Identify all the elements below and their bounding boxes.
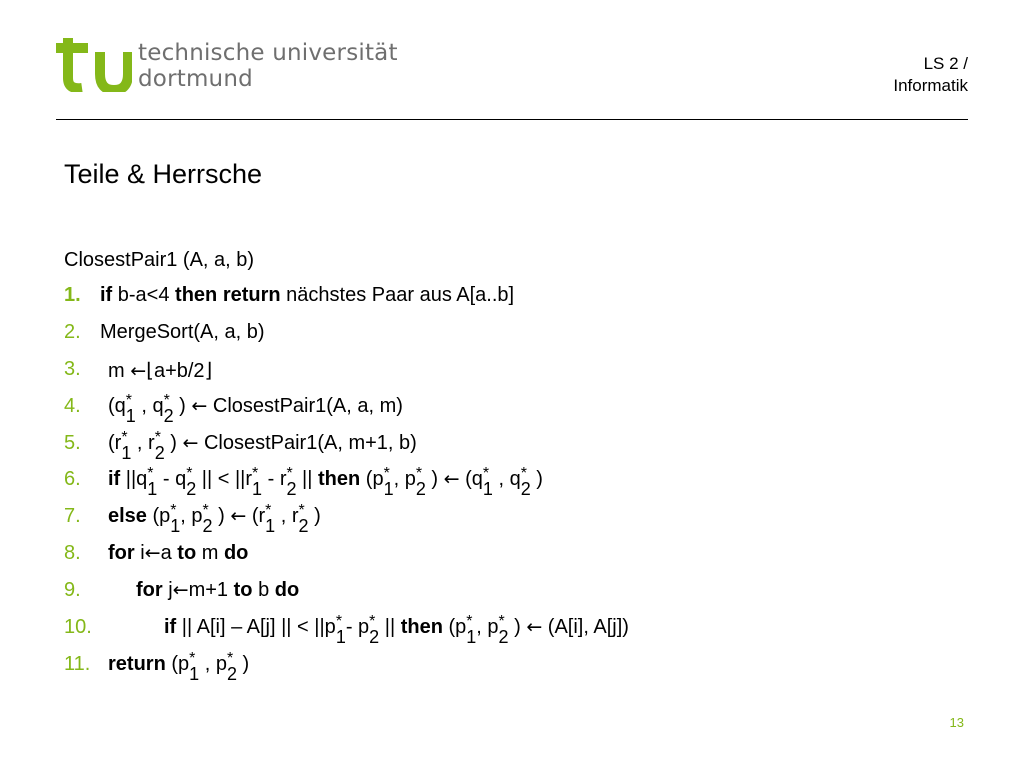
code-text [108,428,417,463]
starred-index [226,649,237,684]
star: * [415,465,423,483]
code: || [379,616,401,639]
code: (p [360,468,384,491]
arrow-icon: ← [191,394,208,417]
star: * [121,428,128,446]
starred-index [125,391,136,426]
code-text [100,284,514,307]
subscript: 2 [226,663,237,684]
code: - r [262,468,287,491]
line-number: 7. [64,505,81,528]
line-number: 1. [64,284,81,306]
code: || < ||r [196,468,253,491]
code: ) [236,652,250,675]
subscript: 1 [121,442,132,463]
starred-index [415,465,426,500]
arrow-icon: ← [144,542,161,565]
arrow-icon: ← [443,468,460,491]
starred-index [163,391,174,426]
code: ) [308,505,321,528]
arrow-icon: ← [172,579,189,602]
subscript: 1 [189,663,200,684]
line-number: 11. [64,652,91,675]
line-number: 10. [64,616,92,639]
subscript: 1 [383,479,394,500]
star: * [125,391,133,409]
code: ) [212,505,231,528]
subscript: 2 [369,627,380,648]
keyword: then [400,616,443,639]
star: * [498,613,505,631]
keyword: then [318,468,361,491]
subscript: 1 [482,479,493,500]
starred-index [154,428,165,463]
code: b [252,579,275,602]
star: * [186,465,193,483]
line-number: 5. [64,431,81,454]
subscript: 2 [154,442,165,463]
star: * [298,502,305,520]
subscript: 2 [520,479,531,500]
starred-index [186,465,197,500]
line-number: 9. [64,579,81,602]
subscript: 1 [147,479,158,500]
subscript: 1 [335,627,346,648]
code: nächstes Paar aus A[a..b] [280,284,515,306]
code: (q [459,468,483,491]
code-text [108,391,403,426]
subscript: 2 [163,405,174,426]
code: (p [165,652,190,675]
star: * [252,465,259,483]
starred-index [170,502,181,537]
keyword: if [164,616,177,639]
star: * [466,613,473,631]
star: * [369,613,376,631]
code: , r [131,431,155,454]
star: * [383,465,390,483]
subscript: 2 [286,479,297,500]
university-line-1: technische universität [138,40,398,66]
subscript: 1 [170,516,181,537]
starred-index [202,502,213,537]
code-text [108,502,321,537]
code: ) [173,394,192,417]
starred-index [298,502,309,537]
code: ) [164,431,183,454]
keyword: if [108,468,121,491]
code: , q [492,468,521,491]
slide-title: Teile & Herrsche [64,159,263,189]
code: (r [246,505,266,528]
starred-index [482,465,493,500]
subscript: 1 [265,516,276,537]
line-number: 8. [64,542,81,565]
starred-index [189,649,200,684]
code: j [162,579,173,602]
star: * [335,613,343,631]
keyword: for [136,579,163,602]
code: (p [146,505,171,528]
arrow-icon: ← [130,359,147,382]
subscript: 1 [466,627,477,648]
star: * [265,502,272,520]
code: , q [135,394,164,417]
code: m [108,359,131,382]
star: * [163,391,170,409]
subscript: 2 [298,516,309,537]
arrow-icon: ← [526,616,543,639]
code: - p [345,616,370,639]
code: , p [393,468,416,491]
starred-index [252,465,263,500]
chair-line-1: LS 2 / [923,54,968,73]
university-name [138,40,398,92]
code-text [108,358,212,383]
code: m [196,542,224,565]
code-text [100,321,265,344]
code: ) [508,616,527,639]
keyword: to [233,579,253,602]
code-text [108,542,248,565]
code: a [160,542,178,565]
university-line-2: dortmund [138,66,253,92]
code: ClosestPair1(A, a, m) [207,394,403,417]
code: , p [180,505,203,528]
subscript: 1 [125,405,136,426]
code: MergeSort(A, a, b) [100,320,265,343]
keyword: then return [175,284,281,306]
code: (r [108,431,122,454]
code: ClosestPair1(A, m+1, b) [198,431,417,454]
starred-index [121,428,132,463]
keyword: to [177,542,197,565]
starred-index [265,502,276,537]
code: || [296,468,319,491]
star: * [202,502,209,520]
code: (q [108,394,126,417]
starred-index [498,613,509,648]
keyword: return [108,652,166,675]
code: m+1 [188,579,234,602]
subscript: 2 [202,516,213,537]
tu-logo [52,38,132,92]
code-text [164,613,629,648]
header-divider [56,119,968,120]
line-number: 4. [64,394,81,417]
code: (p [442,616,467,639]
starred-index [335,613,346,648]
line-number: 2. [64,320,81,343]
starred-index [520,465,531,500]
subscript: 1 [252,479,263,500]
code: , p [476,616,499,639]
star: * [170,502,177,520]
subscript: 2 [186,479,197,500]
code: ) [425,468,444,491]
code: ) [530,468,543,491]
keyword: if [100,284,113,306]
code: , r [275,505,299,528]
code: ⌊a+b/2⌋ [146,359,213,382]
star: * [520,465,527,483]
algorithm-signature: ClosestPair1 (A, a, b) [64,249,255,271]
code: ||q [120,468,148,491]
code: i [134,542,145,565]
star: * [226,649,234,667]
keyword: for [108,542,135,565]
code: || A[i] – A[j] || < ||p [176,616,336,639]
keyword: else [108,505,147,528]
subscript: 2 [498,627,509,648]
starred-index [369,613,380,648]
code: - q [157,468,187,491]
code: b-a<4 [112,284,176,306]
keyword: do [274,579,300,602]
code: (A[i], A[j]) [542,616,629,639]
arrow-icon: ← [182,431,199,454]
code-text [108,465,543,500]
star: * [147,465,154,483]
page-number: 13 [949,715,964,730]
code-text [136,579,299,602]
chair-line-2: Informatik [893,76,968,95]
star: * [189,649,196,667]
star: * [286,465,293,483]
star: * [482,465,490,483]
starred-index [466,613,477,648]
keyword: do [223,542,249,565]
code-text [108,649,250,684]
code: , p [199,652,227,675]
starred-index [383,465,394,500]
arrow-icon: ← [230,505,247,528]
star: * [154,428,161,446]
chair-label [893,53,968,97]
starred-index [147,465,158,500]
starred-index [286,465,297,500]
line-number: 6. [64,468,81,491]
subscript: 2 [415,479,426,500]
line-number: 3. [64,357,81,380]
